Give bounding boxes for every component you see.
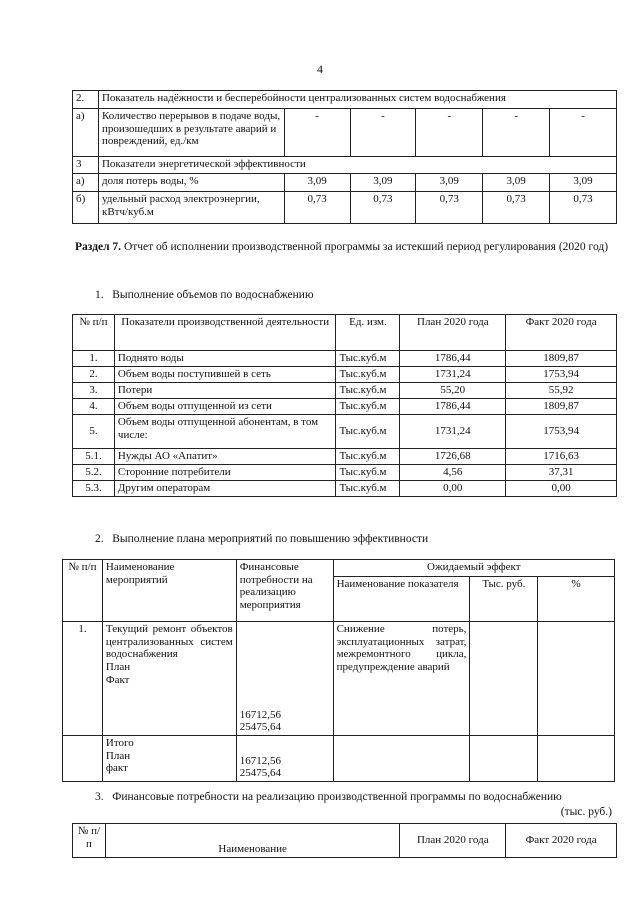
- column-header: Факт 2020 года: [506, 315, 617, 351]
- column-header: Наименование мероприятий: [102, 560, 236, 622]
- column-header: № п/п: [63, 560, 103, 622]
- plan-value: 1786,44: [400, 351, 506, 367]
- fact-value: 1809,87: [506, 399, 617, 415]
- indicator-name: Сторонние потребители: [114, 465, 336, 481]
- section-text: Отчет об исполнении производственной программы за истекший период регулирования (2020 год): [123, 241, 609, 253]
- subsection-title: 2. Выполнение плана мероприятий по повышению эффективности: [95, 533, 429, 545]
- fact-label: Факт: [105, 673, 130, 686]
- unit: Тыс.куб.м: [336, 415, 400, 449]
- row-number: б): [73, 192, 99, 224]
- indicator-name: Другим операторам: [114, 481, 336, 497]
- row-number: 3: [73, 157, 99, 174]
- plan-value: 1731,24: [400, 415, 506, 449]
- row-number: а): [73, 109, 99, 157]
- table-row: [73, 415, 617, 449]
- indicator-name: Поднято воды: [114, 351, 336, 367]
- column-header: № п/п: [73, 824, 106, 858]
- column-header: Ед. изм.: [336, 315, 400, 351]
- total-cell: [102, 736, 236, 782]
- row-number: [63, 736, 103, 782]
- value-cell: 3,09: [350, 174, 416, 192]
- total-label: Итого: [105, 737, 134, 749]
- table-row: [73, 91, 617, 109]
- measure-name: Текущий ремонт объектов централизованных систем водоснабжения: [105, 623, 233, 661]
- table-row: [63, 622, 615, 736]
- row-title: Количество перерывов в подаче воды, произошедших в результате аварий и повреждений, ед./км: [98, 109, 284, 157]
- plan-value: 55,20: [400, 383, 506, 399]
- plan-value: 1786,44: [400, 399, 506, 415]
- column-header: Наименование: [105, 824, 399, 858]
- table-row: [63, 736, 615, 782]
- finance-cell: [236, 622, 333, 736]
- pct-cell: [538, 736, 615, 782]
- row-title: Показатель надёжности и бесперебойности централизованных систем водоснабжения: [98, 91, 616, 109]
- column-header: План 2020 года: [400, 824, 506, 858]
- row-number: 3.: [73, 383, 115, 399]
- column-header: Наименование показателя: [333, 577, 470, 622]
- unit: Тыс.куб.м: [336, 351, 400, 367]
- row-number: 5.: [73, 415, 115, 449]
- fact-value: 37,31: [506, 465, 617, 481]
- plan-label: План: [105, 660, 131, 673]
- column-header: План 2020 года: [400, 315, 506, 351]
- row-number: 2.: [73, 91, 99, 109]
- finance-cell: [236, 736, 333, 782]
- subsection-title: 1. Выполнение объемов по водоснабжению: [95, 289, 314, 301]
- reliability-table: [72, 90, 617, 224]
- unit-note: (тыс. руб.): [560, 806, 612, 818]
- section-label: Раздел 7.: [75, 241, 122, 253]
- indicator-name: Объем воды отпущенной из сети: [114, 399, 336, 415]
- table-header-row: [63, 560, 615, 577]
- subsection-title: 3. Финансовые потребности на реализацию производственной программы по водоснабжению: [95, 791, 562, 803]
- row-number: а): [73, 174, 99, 192]
- plan-value: 16712,56: [239, 754, 281, 767]
- unit: Тыс.куб.м: [336, 399, 400, 415]
- column-header: Ожидаемый эффект: [333, 560, 614, 577]
- value-cell: 0,73: [350, 192, 416, 224]
- value-cell: -: [350, 109, 416, 157]
- plan-value: 1726,68: [400, 449, 506, 465]
- plan-value: 1731,24: [400, 367, 506, 383]
- value-cell: -: [483, 109, 550, 157]
- table-row: [73, 351, 617, 367]
- table-row: [73, 174, 617, 192]
- table-row: [73, 481, 617, 497]
- unit: Тыс.куб.м: [336, 465, 400, 481]
- unit: Тыс.куб.м: [336, 449, 400, 465]
- value-cell: 0,73: [284, 192, 350, 224]
- column-header: № п/п: [73, 315, 115, 351]
- unit: Тыс.куб.м: [336, 481, 400, 497]
- indicator-name: Объем воды поступившей в сеть: [114, 367, 336, 383]
- table-row: [73, 157, 617, 174]
- unit: Тыс.куб.м: [336, 383, 400, 399]
- column-header: Показатели производственной деятельности: [114, 315, 336, 351]
- measures-table: [62, 559, 615, 782]
- table-row: [73, 109, 617, 157]
- plan-label: План: [105, 749, 131, 762]
- indicator-name: Нужды АО «Апатит»: [114, 449, 336, 465]
- fact-value: 0,00: [506, 481, 617, 497]
- volumes-table: [72, 314, 617, 497]
- table-row: [73, 367, 617, 383]
- column-header: Тыс. руб.: [470, 577, 538, 622]
- plan-value: 4,56: [400, 465, 506, 481]
- pct-cell: [538, 622, 615, 736]
- column-header: Финансовые потребности на реализацию мероприятия: [236, 560, 333, 622]
- row-title: доля потерь воды, %: [98, 174, 284, 192]
- page-number: 4: [317, 62, 323, 76]
- row-number: 5.3.: [73, 481, 115, 497]
- unit: Тыс.куб.м: [336, 367, 400, 383]
- fact-value: 55,92: [506, 383, 617, 399]
- value-cell: 0,73: [550, 192, 617, 224]
- table-header-row: [73, 315, 617, 351]
- fact-value: 25475,64: [239, 721, 281, 734]
- fact-label: факт: [105, 762, 128, 775]
- value-cell: 3,09: [284, 174, 350, 192]
- fact-value: 25475,64: [239, 767, 281, 780]
- indicator-name: Объем воды отпущенной абонентам, в том числе:: [114, 415, 336, 449]
- fact-value: 1716,63: [506, 449, 617, 465]
- column-header: %: [538, 577, 615, 622]
- plan-value: 0,00: [400, 481, 506, 497]
- section-heading: [75, 239, 615, 255]
- row-number: 1.: [73, 351, 115, 367]
- table-row: [73, 192, 617, 224]
- row-number: 4.: [73, 399, 115, 415]
- plan-value: 16712,56: [239, 708, 281, 721]
- table-row: [73, 449, 617, 465]
- fact-value: 1753,94: [506, 367, 617, 383]
- value-cell: -: [284, 109, 350, 157]
- fact-value: 1753,94: [506, 415, 617, 449]
- indicator-cell: Снижение потерь, эксплуатационных затрат, межремонтного цикла, предупреждение аварий: [333, 622, 470, 736]
- value-cell: 0,73: [416, 192, 483, 224]
- value-cell: 3,09: [483, 174, 550, 192]
- value-cell: -: [416, 109, 483, 157]
- value-cell: 0,73: [483, 192, 550, 224]
- row-number: 5.1.: [73, 449, 115, 465]
- value-cell: 3,09: [416, 174, 483, 192]
- rub-cell: [470, 622, 538, 736]
- finance-table: [72, 823, 617, 858]
- indicator-name: Потери: [114, 383, 336, 399]
- value-cell: -: [550, 109, 617, 157]
- column-header: Факт 2020 года: [506, 824, 617, 858]
- table-row: [73, 399, 617, 415]
- row-number: 5.2.: [73, 465, 115, 481]
- row-number: 1.: [63, 622, 103, 736]
- table-row: [73, 383, 617, 399]
- row-title: удельный расход электроэнергии, кВтч/куб.м: [98, 192, 284, 224]
- indicator-cell: [333, 736, 470, 782]
- rub-cell: [470, 736, 538, 782]
- row-title: Показатели энергетической эффективности: [98, 157, 616, 174]
- table-header-row: [73, 824, 617, 858]
- fact-value: 1809,87: [506, 351, 617, 367]
- row-number: 2.: [73, 367, 115, 383]
- value-cell: 3,09: [550, 174, 617, 192]
- measure-cell: [102, 622, 236, 736]
- table-row: [73, 465, 617, 481]
